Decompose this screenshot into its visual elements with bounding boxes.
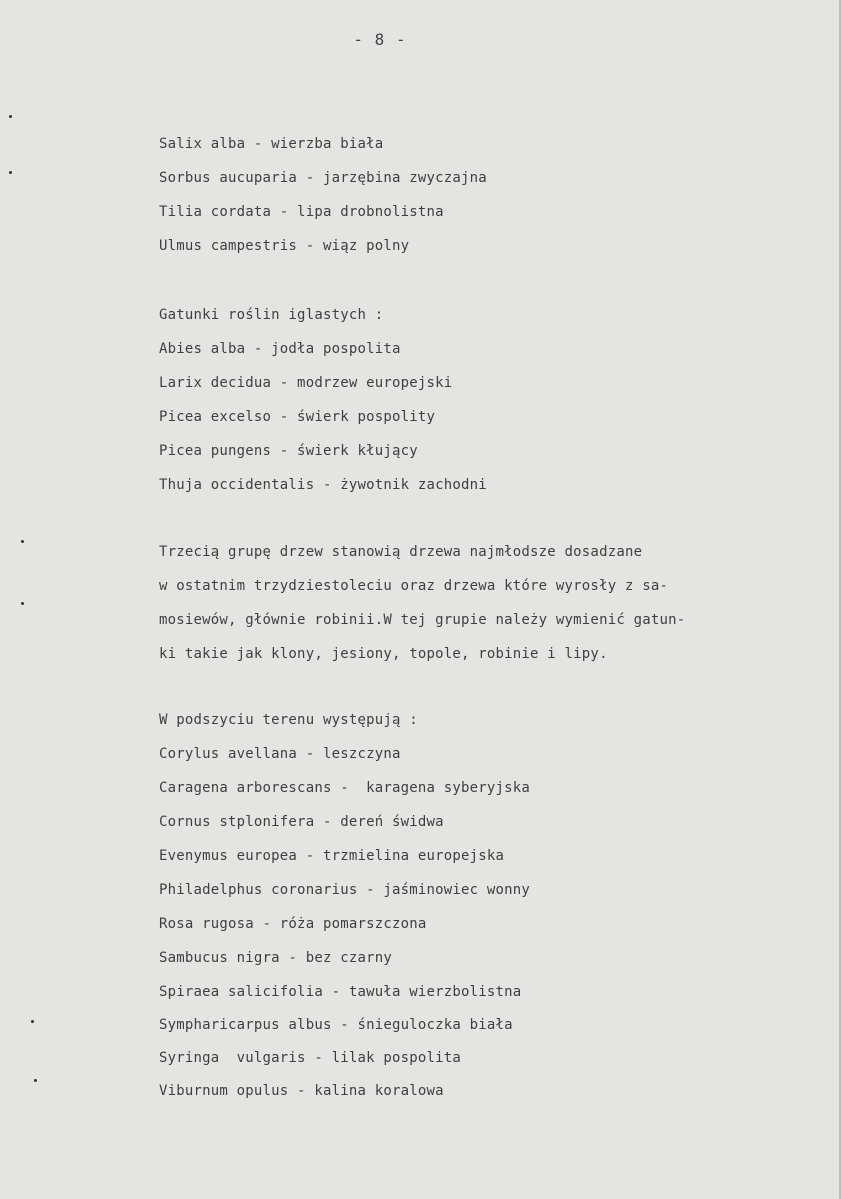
species-line: Picea pungens - świerk kłujący [159,443,418,459]
margin-dot [34,1079,37,1082]
species-line: Rosa rugosa - róża pomarszczona [159,916,427,932]
page-number: - 8 - [353,30,407,49]
margin-dot [9,171,12,174]
species-line: Spiraea salicifolia - tawuła wierzbolistna [159,984,522,1000]
species-line: Salix alba - wierzba biała [159,136,384,152]
species-line: Sambucus nigra - bez czarny [159,950,392,966]
species-line: Sorbus aucuparia - jarzębina zwyczajna [159,170,487,186]
species-line: Thuja occidentalis - żywotnik zachodni [159,477,487,493]
species-line: Ulmus campestris - wiąz polny [159,238,410,254]
paragraph-line: w ostatnim trzydziestoleciu oraz drzewa które wyrosły z sa- [159,578,669,594]
paragraph-line: mosiewów, głównie robinii.W tej grupie należy wymienić gatun- [159,612,686,628]
species-line: Abies alba - jodła pospolita [159,341,401,357]
species-line: Caragena arborescans - karagena syberyjska [159,780,531,796]
species-line: Syringa vulgaris - lilak pospolita [159,1050,462,1066]
section-heading: Gatunki roślin iglastych : [159,307,384,323]
margin-dot [31,1020,34,1023]
section-heading: W podszyciu terenu występują : [159,712,418,728]
margin-dot [21,602,24,605]
species-line: Evenymus europea - trzmielina europejska [159,848,505,864]
species-line: Picea excelso - świerk pospolity [159,409,436,425]
species-line: Corylus avellana - leszczyna [159,746,401,762]
species-line: Tilia cordata - lipa drobnolistna [159,204,444,220]
species-line: Cornus stplonifera - dereń świdwa [159,814,444,830]
margin-dot [9,115,12,118]
paragraph-line: ki takie jak klony, jesiony, topole, robinie i lipy. [159,646,608,662]
species-line: Philadelphus coronarius - jaśminowiec wonny [159,882,531,898]
species-line: Larix decidua - modrzew europejski [159,375,453,391]
species-line: Viburnum opulus - kalina koralowa [159,1083,444,1099]
margin-dot [21,540,24,543]
paragraph-line: Trzecią grupę drzew stanowią drzewa najmłodsze dosadzane [159,544,643,560]
species-line: Sympharicarpus albus - śnieguloczka biała [159,1017,513,1033]
